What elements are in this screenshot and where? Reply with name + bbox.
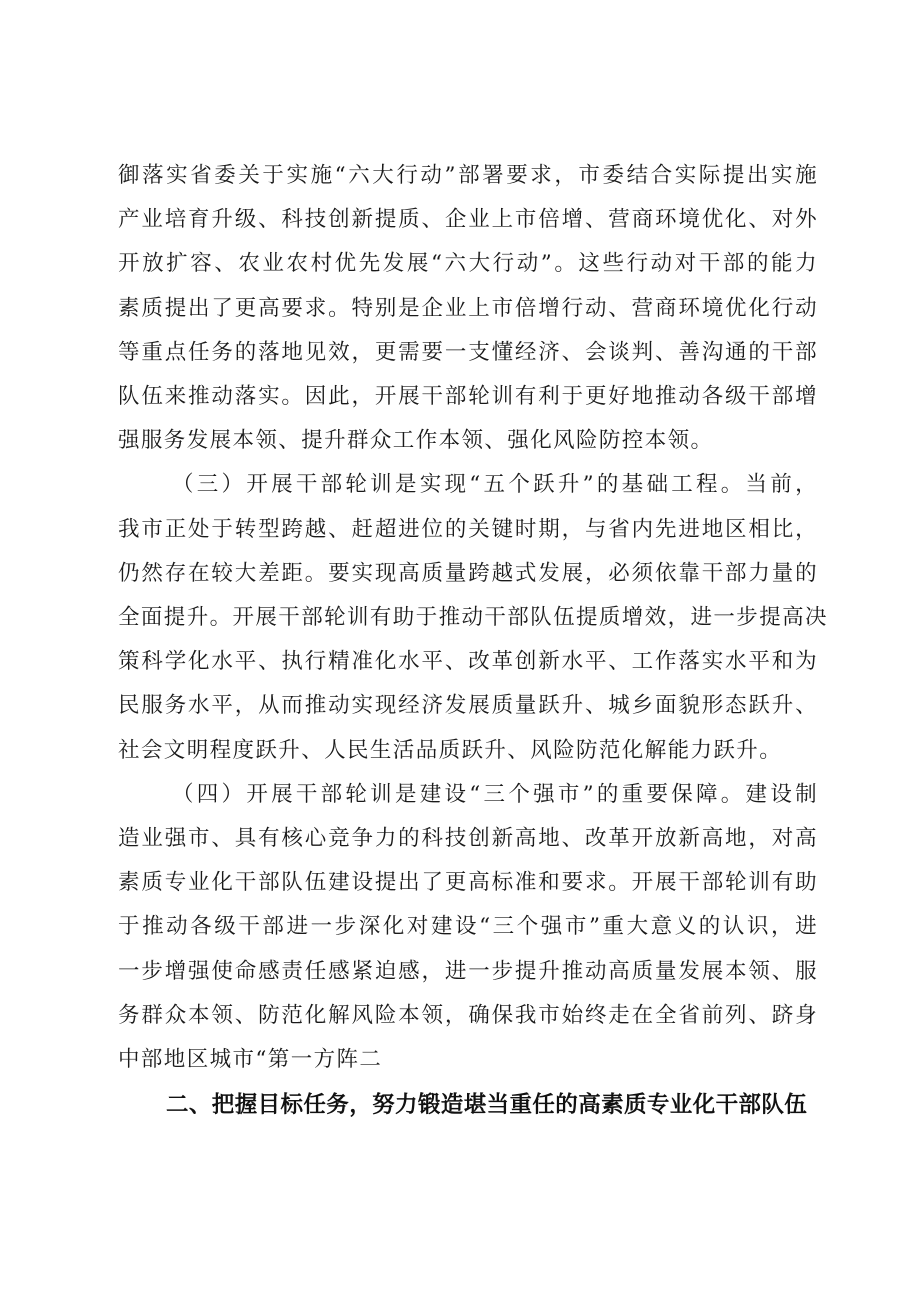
text-line: 造业强市、具有核心竞争力的科技创新高地、改革开放新高地，对高 [118, 826, 818, 852]
text-line: 产业培育升级、科技创新提质、企业上市倍增、营商环境优化、对外 [118, 207, 818, 233]
text-line: 等重点任务的落地见效，更需要一支懂经济、会谈判、善沟通的干部 [118, 339, 818, 365]
text-line: 民服务水平，从而推动实现经济发展质量跃升、城乡面貌形态跃升、 [118, 693, 818, 719]
text-line: （四）开展干部轮训是建设“三个强市”的重要保障。建设制 [172, 781, 818, 807]
document-body [118, 154, 828, 1082]
text-line: 务群众本领、防范化解风险本领，确保我市始终走在全省前列、跻身 [118, 1002, 818, 1028]
text-line: 全面提升。开展干部轮训有助于推动干部队伍提质增效，进一步提高决 [118, 605, 828, 631]
text-line: 策科学化水平、执行精准化水平、改革创新水平、工作落实水平和为 [118, 649, 818, 675]
text-line: 队伍来推动落实。因此，开展干部轮训有利于更好地推动各级干部增 [118, 384, 818, 410]
text-line: 素质提出了更高要求。特别是企业上市倍增行动、营商环境优化行动 [118, 295, 818, 321]
text-line: 素质专业化干部队伍建设提出了更高标准和要求。开展干部轮训有助 [118, 870, 818, 896]
text-line: 一步增强使命感责任感紧迫感，进一步提升推动高质量发展本领、服 [118, 958, 818, 984]
text-line: 御落实省委关于实施“六大行动”部署要求，市委结合实际提出实施 [118, 163, 818, 188]
text-line: （三）开展干部轮训是实现“五个跃升”的基础工程。当前， [172, 472, 818, 498]
text-line: 开放扩容、农业农村优先发展“六大行动”。这些行动对干部的能力 [118, 251, 818, 277]
text-line: 我市正处于转型跨越、赶超进位的关键时期，与省内先进地区相比， [118, 516, 818, 542]
text-line: 于推动各级干部进一步深化对建设“三个强市”重大意义的认识，进 [118, 914, 818, 940]
text-line: 仍然存在较大差距。要实现高质量跨越式发展，必须依靠干部力量的 [118, 560, 818, 586]
text-line: 强服务发展本领、提升群众工作本领、强化风险防控本领。 [118, 428, 714, 454]
text-line: 社会文明程度跃升、人民生活品质跃升、风险防范化解能力跃升。 [118, 737, 783, 763]
paragraph-continuation [118, 154, 818, 463]
paragraph-section-3 [118, 463, 828, 772]
paragraph-section-4 [118, 773, 818, 1082]
text-line: 中部地区城市“第一方阵二 [118, 1047, 383, 1073]
section-heading: 二、把握目标任务，努力锻造堪当重任的高素质专业化干部队伍 [166, 1092, 808, 1118]
